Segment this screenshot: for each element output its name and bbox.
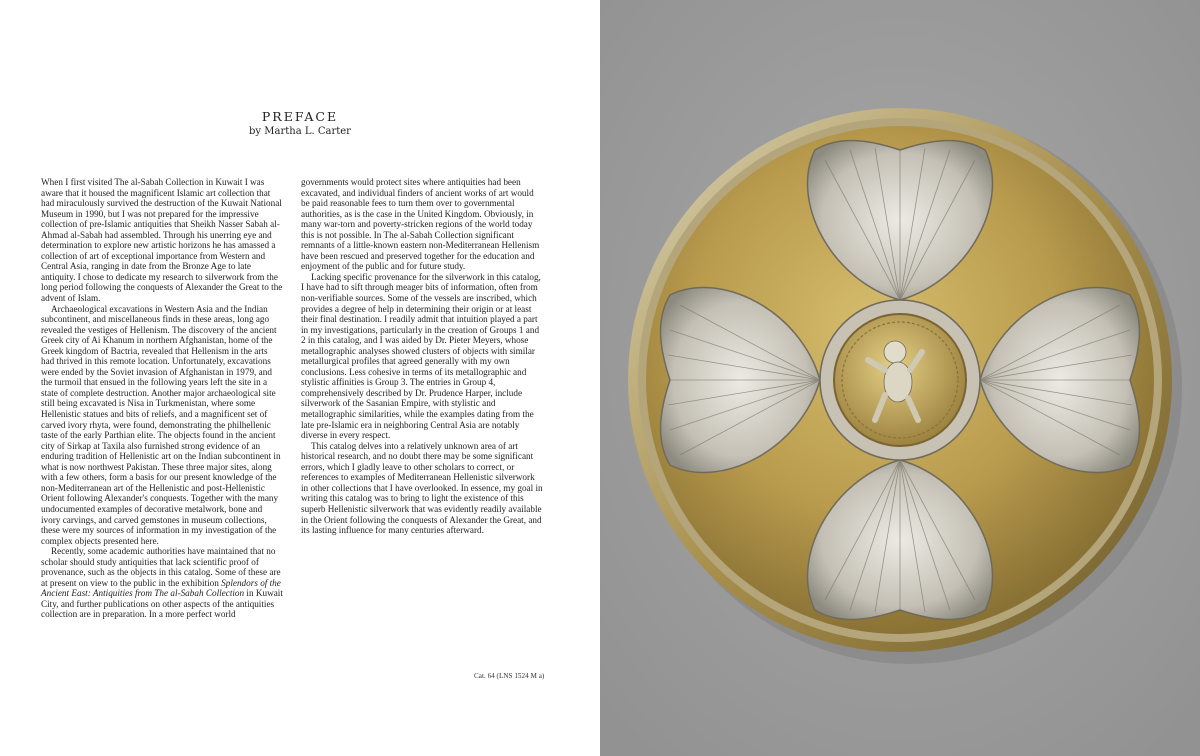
text-run: in Kuwait City, and further publications on other aspects of the antiquities collection are in preparation. In a more perfect world <box>41 588 283 620</box>
text-column-left <box>41 177 283 620</box>
paragraph: Lacking specific provenance for the silverwork in this catalog, I have had to sift through meager bits of information, often from non-verifiable sources. Some of the vessels are inscribed, which provides a degree of help in determining their origin or at least their final destination. I readily admit that intuition played a part in my investigations, particularly in the creation of Groups 1 and 2 in this catalog, and I was aided by Dr. Pieter Meyers, whose metallographic analyses showed clusters of objects with similar metallurgical profiles that agreed generally with my own conclusions. Less cohesive in terms of its metallographic and stylistic affinities is Group 3. The entries in Group 4, comprehensively described by Dr. Prudence Harper, include silverwork of the Sasanian Empire, with stylistic and metallographic similarities, while the examples dating from the late pre-Islamic era in neighboring Central Asia are notably diverse in every respect. <box>301 271 541 441</box>
paragraph <box>41 546 283 620</box>
paragraph: When I first visited The al-Sabah Collection in Kuwait I was aware that it housed the magnificent Islamic art collection that had miraculously survived the destruction of the Kuwait National Museum in 1990, but I was not prepared for the impressive collection of pre-Islamic antiquities that Sheikh Nasser Sabah al-Ahmad al-Sabah had assembled. Through his unerring eye and determination to explore new artistic horizons he has amassed a collection of art of exceptional importance from Western and Central Asia, ranging in date from the Bronze Age to late antiquity. I chose to dedicate my research to silverwork from the long period following the conquests of Alexander the Great to the advent of Islam. <box>41 177 283 304</box>
silver-gilt-bowl-image <box>600 0 1200 756</box>
author-byline: by Martha L. Carter <box>249 126 351 137</box>
figure-caption: Cat. 64 (LNS 1524 M a) <box>474 672 545 680</box>
paragraph: This catalog delves into a relatively unknown area of art historical research, and no doubt there may be some significant errors, which I gladly leave to other scholars to correct, or references to examples of Mediterranean Hellenistic silverwork in other collections that I have overlooked. In essence, my goal in writing this catalog was to bring to light the existence of this superb Hellenistic silverwork that was evidently readily available in the Orient following the conquests of Alexander the Great, and its lasting influence for many centuries afterward. <box>301 440 543 536</box>
text-run: Recently, some academic authorities have maintained that no scholar should study antiquities that lack scientific proof of provenance, such as the objects in this catalog. Some of these are at present on view to the public in the exhibition <box>41 546 281 588</box>
paragraph: Archaeological excavations in Western Asia and the Indian subcontinent, and miscellaneous finds in these areas, long ago revealed the vestiges of Hellenism. The discovery of the ancient Greek city of Ai Khanum in northern Afghanistan, home of the Greek kingdom of Bactria, revealed that Hellenism in the arts had thrived in this remote location. Unfortunately, excavations were ended by the Soviet invasion of Afghanistan in 1979, and the turmoil that ensued in the following years left the site in a state of complete destruction. Another major archaeological site still being excavated is Nisa in Turkmenistan, where some Hellenistic statues and bits of reliefs, and a magnificent set of carved ivory rhyta, were found, demonstrating the philhellenic taste of the early Parthian elite. The objects found in the ancient city of Sirkap at Taxila also furnished strong evidence of an enduring tradition of Hellenistic art on the Indian subcontinent in what is now northwest Pakistan. These three major sites, along with a few others, form a basis for our present knowledge of the non-Mediterranean art of the Hellenistic and post-Hellenistic Orient following Alexander's conquests. Together with the many undocumented examples of decorative metalwork, bone and ivory carvings, and carved gemstones in museum collections, these were my sources of information in my investigation of the complex objects presented here. <box>41 303 281 546</box>
paragraph: governments would protect sites where antiquities had been excavated, and individual finders of ancient works of art would be paid reasonable fees to turn them over to governmental authorities, as is the case in the United Kingdom. Obviously, in many war-torn and poverty-stricken regions of the world today this is not possible. In The al-Sabah Collection significant remnants of a little-known eastern non-Mediterranean Hellenism have been rescued and preserved together for the education and enjoyment of the public and for future study. <box>301 177 540 272</box>
text-column-right <box>301 177 543 536</box>
exhibition-title: Splendors of the Ancient East: Antiquities from The al-Sabah Collection <box>41 577 281 599</box>
page-title: PREFACE <box>261 109 339 124</box>
right-page-photo <box>600 0 1200 756</box>
